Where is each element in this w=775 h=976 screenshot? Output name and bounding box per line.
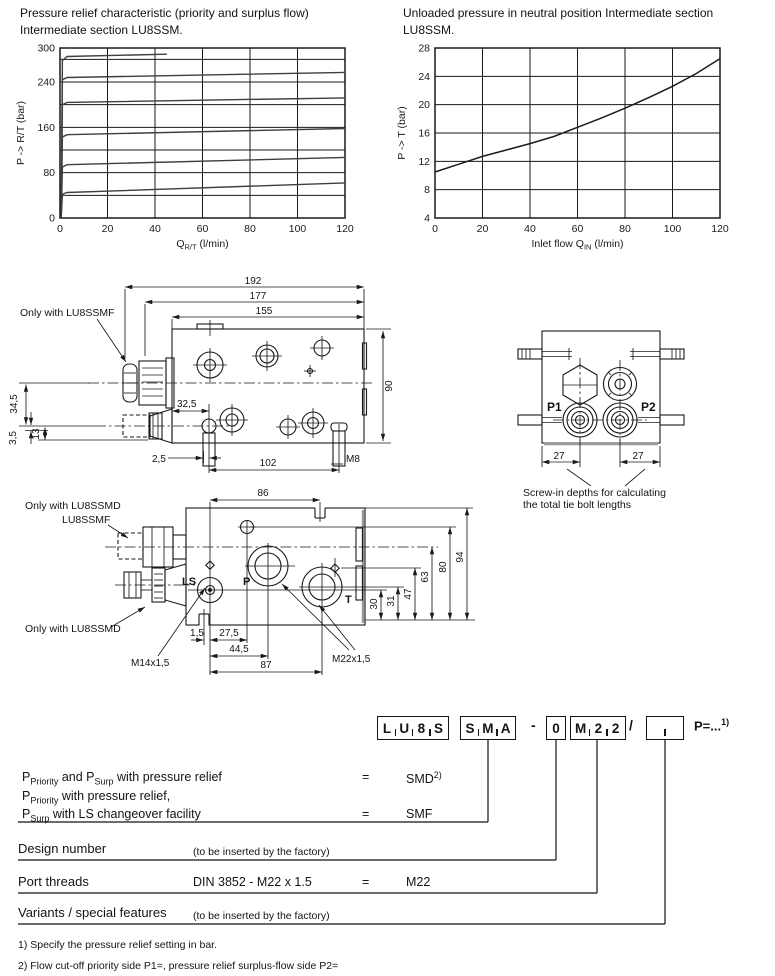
text-fragment: and P xyxy=(58,770,95,784)
char-separator xyxy=(429,729,430,736)
equals-sign: = xyxy=(362,807,370,821)
neutral-chart-title xyxy=(403,5,775,38)
dim-2-5: 2,5 xyxy=(152,454,166,465)
subscript: Surp xyxy=(94,776,114,787)
x-tick-label: 80 xyxy=(244,223,256,235)
text-fragment: P xyxy=(22,789,31,803)
relief-chart-title-line1: Pressure relief characteristic (priority and surplus flow) xyxy=(20,6,309,20)
construction-lines xyxy=(105,502,475,675)
ordering-connector-lines xyxy=(0,700,775,976)
code-char: M xyxy=(575,720,587,736)
subscript: Surp xyxy=(30,813,50,824)
plugs-and-ports xyxy=(563,365,637,437)
text-fragment: P xyxy=(22,807,31,821)
x-tick-label: 120 xyxy=(711,223,729,235)
dim-32-5: 32,5 xyxy=(177,399,197,410)
dim-27-right: 27 xyxy=(632,451,644,462)
dim-63: 63 xyxy=(420,571,431,583)
side-fittings xyxy=(118,527,186,606)
only-with-lu8ssmf-label: Only with LU8SSMF xyxy=(20,307,115,319)
only-with-lu8ssmd-f-label-line2: LU8SSMF xyxy=(62,514,111,526)
code-char: 8 xyxy=(417,720,426,736)
option-smf-label-line2 xyxy=(22,807,201,824)
screw-in-depths-caption-line2: the total tie bolt lengths xyxy=(523,499,631,511)
x-tick-label: 80 xyxy=(619,223,631,235)
code-slash: / xyxy=(629,717,633,733)
text-fragment: with pressure relief xyxy=(113,770,222,784)
dimension-lines xyxy=(542,440,660,486)
center-lines xyxy=(88,383,372,426)
end-view-block xyxy=(542,331,660,444)
code-char: 0 xyxy=(552,720,560,736)
char-separator xyxy=(395,729,396,736)
port-p2-label: P2 xyxy=(641,400,656,414)
code-char: A xyxy=(500,720,511,736)
dim-1-5: 1,5 xyxy=(190,628,204,639)
dim-13: 13 xyxy=(31,428,42,440)
data-series-line xyxy=(61,183,345,218)
end-view-drawing xyxy=(505,310,775,515)
y-tick-label: 4 xyxy=(424,212,430,225)
port-p1-label: P1 xyxy=(547,400,562,414)
text-fragment: SMD xyxy=(406,772,434,787)
char-separator xyxy=(606,729,607,736)
top-view-body xyxy=(172,320,367,443)
ordering-code-section xyxy=(0,700,775,976)
x-tick-label: 100 xyxy=(288,223,307,235)
design-number-note: (to be inserted by the factory) xyxy=(193,846,330,858)
text-fragment: with pressure relief, xyxy=(58,789,171,803)
dim-47: 47 xyxy=(403,588,414,600)
y-tick-label: 12 xyxy=(418,155,430,168)
data-series-line xyxy=(61,72,345,218)
char-separator xyxy=(478,729,479,736)
subscript: Priority xyxy=(30,776,59,787)
x-axis-label: $Q_{R/T}$ (l/min) xyxy=(176,238,229,252)
code-box-port-threads xyxy=(570,716,626,740)
dim-102: 102 xyxy=(259,458,277,469)
y-tick-label: 160 xyxy=(37,121,55,134)
variants-label: Variants / special features xyxy=(18,905,167,920)
y-tick-label: 8 xyxy=(424,184,430,197)
dim-3-5: 3,5 xyxy=(8,431,19,445)
tie-rods xyxy=(518,348,684,425)
dim-90: 90 xyxy=(384,380,395,392)
y-tick-label: 16 xyxy=(418,127,430,140)
dim-31: 31 xyxy=(386,595,397,607)
text-fragment: with LS changeover facility xyxy=(49,807,201,821)
subscript: Priority xyxy=(30,795,59,806)
x-tick-label: 20 xyxy=(101,223,114,235)
code-box-variants xyxy=(646,716,684,740)
char-separator xyxy=(589,729,590,736)
dim-177: 177 xyxy=(249,291,267,302)
dim-m22: M22x1,5 xyxy=(332,654,371,665)
footnote-1: 1) Specify the pressure relief setting in bar. xyxy=(18,939,218,951)
option-smf-label-line1 xyxy=(22,789,170,806)
relief-chart-title xyxy=(20,5,392,38)
port-threads-spec: DIN 3852 - M22 x 1.5 xyxy=(193,875,312,889)
y-axis-label: P -> R/T (bar) xyxy=(15,100,27,166)
code-box-series xyxy=(377,716,449,740)
port-p-label: P xyxy=(243,576,251,588)
option-smd-value xyxy=(406,770,442,786)
relief-valve-cartridges xyxy=(123,358,174,443)
front-view-drawing xyxy=(5,485,490,700)
y-tick-label: 20 xyxy=(418,99,430,112)
option-smf-value: SMF xyxy=(406,807,433,821)
text-fragment: P xyxy=(22,770,31,784)
code-char: L xyxy=(382,720,392,736)
y-tick-label: 300 xyxy=(37,42,55,55)
dim-155: 155 xyxy=(255,306,273,317)
dim-87: 87 xyxy=(260,660,272,671)
y-tick-label: 24 xyxy=(418,70,430,83)
code-box-function xyxy=(460,716,516,740)
dim-m14: M14x1,5 xyxy=(131,658,170,669)
dim-192: 192 xyxy=(244,276,262,287)
x-tick-label: 20 xyxy=(476,223,489,235)
port-ls-label: LS xyxy=(182,576,197,588)
x-tick-label: 60 xyxy=(571,223,584,235)
dim-86: 86 xyxy=(257,488,269,499)
relief-characteristic-chart xyxy=(0,40,378,262)
center-lines xyxy=(553,358,647,442)
dim-34-5: 34,5 xyxy=(9,394,20,414)
dim-27-left: 27 xyxy=(553,451,565,462)
only-with-lu8ssmd-label: Only with LU8SSMD xyxy=(25,623,121,635)
dim-94: 94 xyxy=(455,551,466,563)
char-separator xyxy=(412,729,413,736)
x-tick-label: 0 xyxy=(57,223,63,235)
code-char: 2 xyxy=(594,720,603,736)
code-dash: - xyxy=(531,717,536,733)
code-char: U xyxy=(399,720,410,736)
screw-in-depths-caption-line1: Screw-in depths for calculating xyxy=(523,487,666,499)
code-suffix-text: P=... xyxy=(694,718,722,734)
x-axis-label: Inlet flow $Q_{IN}$ (l/min) xyxy=(531,238,624,252)
only-with-lu8ssmd-f-label-line1: Only with LU8SSMD xyxy=(25,500,121,512)
y-tick-label: 0 xyxy=(49,212,55,225)
footnote-2: 2) Flow cut-off priority side P1=, pressure relief surplus-flow side P2= xyxy=(18,960,339,972)
code-suffix-footnote-ref: 1) xyxy=(721,717,730,727)
equals-sign: = xyxy=(362,770,370,784)
x-tick-label: 0 xyxy=(432,223,438,235)
footnote-ref: 2) xyxy=(433,770,442,780)
y-tick-label: 28 xyxy=(418,42,430,55)
x-tick-label: 100 xyxy=(663,223,682,235)
x-tick-label: 40 xyxy=(149,223,161,235)
dim-44-5: 44,5 xyxy=(229,644,249,655)
relief-chart-title-line2: Intermediate section LU8SSM. xyxy=(20,22,183,37)
code-char: M xyxy=(482,720,494,736)
char-separator xyxy=(664,729,665,736)
variants-note: (to be inserted by the factory) xyxy=(193,910,330,922)
data-series-line xyxy=(61,54,167,218)
port-threads-value: M22 xyxy=(406,875,431,889)
x-tick-label: 120 xyxy=(336,223,354,235)
front-view-ports xyxy=(198,521,343,608)
design-number-label: Design number xyxy=(18,841,107,856)
x-tick-label: 40 xyxy=(524,223,536,235)
code-box-design-number xyxy=(546,716,566,740)
neutral-chart-title-line2: LU8SSM. xyxy=(403,22,455,37)
y-tick-label: 240 xyxy=(37,76,55,89)
front-view-body xyxy=(186,502,365,629)
dim-27-5: 27,5 xyxy=(219,628,239,639)
equals-sign: = xyxy=(362,875,370,889)
leader-line xyxy=(97,319,126,362)
top-view-drawing xyxy=(0,263,480,481)
dim-80: 80 xyxy=(438,561,449,573)
top-view-ports xyxy=(193,336,334,439)
char-separator xyxy=(496,729,497,736)
data-series-line xyxy=(61,129,345,219)
x-tick-label: 60 xyxy=(196,223,209,235)
code-suffix xyxy=(694,717,729,733)
neutral-chart-title-line1: Unloaded pressure in neutral position Intermediate section xyxy=(403,6,714,20)
y-tick-label: 80 xyxy=(43,167,55,180)
dim-30: 30 xyxy=(369,598,380,610)
y-axis-label: P -> T (bar) xyxy=(396,106,408,160)
unloaded-pressure-chart xyxy=(383,40,773,262)
code-char: S xyxy=(465,720,475,736)
code-char: 2 xyxy=(611,720,620,736)
dim-m8: M8 xyxy=(346,454,360,465)
code-char: S xyxy=(434,720,444,736)
port-t-label: T xyxy=(345,594,352,606)
option-smd-label xyxy=(22,770,222,787)
port-threads-label: Port threads xyxy=(18,874,89,889)
